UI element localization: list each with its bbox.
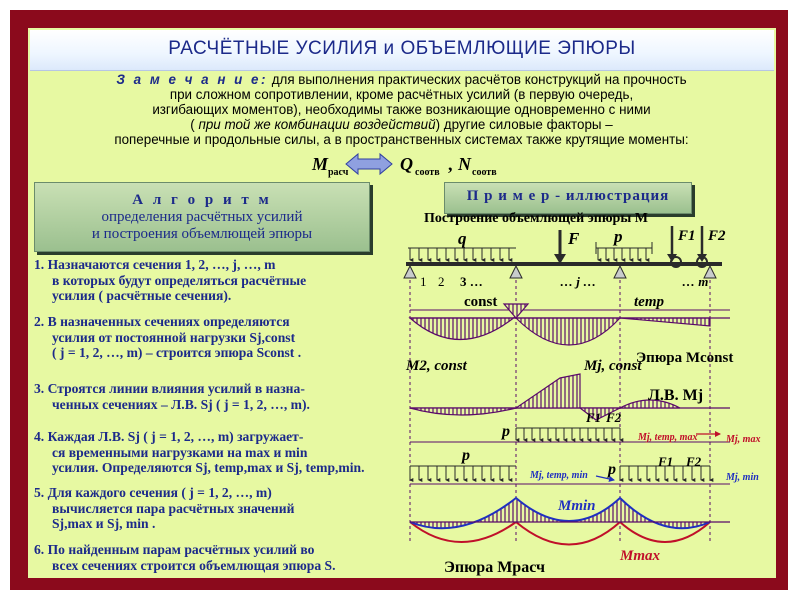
- section-2-label: 2: [438, 274, 445, 289]
- step-number: 5.: [34, 485, 45, 500]
- lv-negative-1: [410, 408, 516, 415]
- f1-small-label: F1: [586, 410, 602, 425]
- section-m-label: … m: [682, 274, 709, 289]
- step-3: [34, 381, 310, 412]
- m2const-label: M2, const: [406, 358, 467, 374]
- mj-max-label: Mj, max: [726, 434, 761, 445]
- load-F-label: F: [568, 229, 580, 248]
- beam: [406, 257, 722, 267]
- load-q-label: q: [458, 229, 467, 248]
- relation-n-sub: соотв: [472, 167, 497, 178]
- load-p-label: p: [614, 227, 623, 246]
- mconst-span-2: [516, 318, 620, 345]
- step-line: Строятся линии влияния усилий в назна-: [47, 381, 305, 396]
- lv-mj-label: Л.В. Mj: [648, 387, 704, 404]
- section-j-label: … j …: [560, 274, 597, 289]
- step-line: Назначаются сечения 1, 2, …, j, …, m: [47, 257, 276, 272]
- mj-min-label: Mj, min: [726, 472, 759, 483]
- envelope-diagram: [400, 222, 776, 578]
- step-number: 4.: [34, 429, 45, 444]
- step-line: усилия ( расчётные сечения).: [52, 288, 232, 303]
- step-number: 3.: [34, 381, 45, 396]
- step-2: [34, 314, 301, 361]
- step-number: 2.: [34, 314, 45, 329]
- example-subtitle-text: Построение объемлющей эпюры M: [424, 211, 648, 226]
- step-line: в которых будут определяться расчётные: [52, 272, 307, 288]
- section-1-label: 1: [420, 274, 427, 289]
- mj-temp-min-label: Mj, temp, min: [530, 470, 588, 481]
- step-number: 1.: [34, 257, 45, 272]
- step-line: ( j = 1, 2, …, m) – строится эпюра Sconst .: [52, 345, 302, 360]
- note-line-4-open: (: [190, 117, 195, 132]
- load-F2-label: F2: [708, 228, 726, 244]
- load-F-arrow-icon: [554, 230, 566, 264]
- note-block: [34, 72, 769, 147]
- section-3-label: 3 …: [460, 274, 483, 289]
- const-label: const: [464, 294, 498, 310]
- epure-mrasch-label: Эпюра Mрасч: [444, 559, 545, 576]
- algorithm-line-2: определения расчётных усилий: [101, 209, 303, 225]
- algorithm-line-3: и построения объемлющей эпюры: [91, 226, 313, 242]
- mconst-peak-1: [504, 304, 528, 318]
- note-lead: З а м е ч а н и е:: [116, 72, 268, 87]
- mmin-label: Mmin: [558, 498, 596, 514]
- note-line-2: при сложном сопротивлении, кроме расчётных усилий (в первую очередь,: [169, 87, 634, 102]
- step-line: всех сечениях строится объемлющая эпюра S.: [52, 557, 336, 573]
- relation-m-symbol: M: [312, 154, 329, 174]
- algorithm-heading: А л г о р и т м: [132, 192, 272, 208]
- step-line: Для каждого сечения ( j = 1, 2, …, m): [47, 485, 272, 500]
- load-p-bracket: [596, 242, 652, 254]
- step-line: В назначенных сечениях определяются: [47, 314, 290, 329]
- f2-small-label: F2: [606, 410, 622, 425]
- step-4: [34, 429, 364, 476]
- mjconst-label: Mj, const: [584, 358, 642, 374]
- epure-mconst-label: Эпюра Mconst: [636, 350, 734, 366]
- step-line: усилия от постоянной нагрузки Sj,const: [52, 329, 296, 345]
- note-line-4-italic: при той же комбинации воздействий: [198, 117, 436, 132]
- step-line: По найденным парам расчётных усилий во: [47, 542, 315, 557]
- example-box: [444, 182, 692, 214]
- lv-positive: [516, 374, 580, 408]
- note-line-1: для выполнения практических расчётов конструкций на прочность: [271, 72, 687, 87]
- mmax-label: Mmax: [620, 548, 661, 564]
- relation-formula: [290, 150, 550, 180]
- double-arrow-icon: [346, 154, 392, 174]
- step-5: [34, 485, 294, 532]
- algorithm-box: [34, 182, 370, 252]
- slide-title: РАСЧЁТНЫЕ УСИЛИЯ и ОБЪЕМЛЮЩИЕ ЭПЮРЫ: [168, 38, 636, 59]
- step-line: усилия. Определяются Sj, temp,max и Sj, temp,min.: [52, 460, 365, 475]
- step-line: ченных сечениях – Л.В. Sj ( j = 1, 2, …, m).: [52, 396, 310, 412]
- step-1: [34, 257, 306, 304]
- mconst-span-3: [620, 318, 710, 326]
- load-F1-label: F1: [678, 228, 696, 244]
- step-line: Каждая Л.В. Sj ( j = 1, 2, …, m) загружает-: [47, 429, 304, 444]
- example-heading: П р и м е р - иллюстрация: [466, 188, 670, 204]
- relation-comma: ,: [448, 154, 453, 174]
- relation-q-sub: соотв: [415, 167, 440, 178]
- step-line: ся временными нагрузками на max и min: [52, 444, 308, 460]
- step-line: вычисляется пара расчётных значений: [52, 500, 295, 516]
- relation-m-sub: расч: [328, 167, 349, 178]
- note-line-5: поперечные и продольные силы, а в пространственных системах также крутящие моменты:: [114, 132, 689, 147]
- f2-small-label-2: F2: [686, 454, 702, 469]
- relation-q-symbol: Q: [400, 154, 413, 174]
- note-line-3: изгибающих моментов), необходимы также возникающие одновременно с ними: [152, 102, 651, 117]
- p-bottom-left-label: p: [462, 447, 470, 464]
- title-bar: [30, 30, 774, 71]
- p-left-label: p: [502, 423, 510, 440]
- step-number: 6.: [34, 542, 45, 557]
- step-6: [34, 542, 336, 573]
- step-line: Sj,max и Sj, min .: [52, 516, 156, 531]
- mj-temp-max-label: Mj, temp, max: [638, 432, 698, 443]
- note-line-4-rest: ) другие силовые факторы –: [435, 117, 613, 132]
- mconst-span-1: [410, 316, 516, 340]
- temp-label: temp: [634, 294, 664, 310]
- p-bottom-right-label: p: [608, 461, 616, 478]
- f1-small-label-2: F1: [658, 454, 674, 469]
- relation-n-symbol: N: [458, 154, 471, 174]
